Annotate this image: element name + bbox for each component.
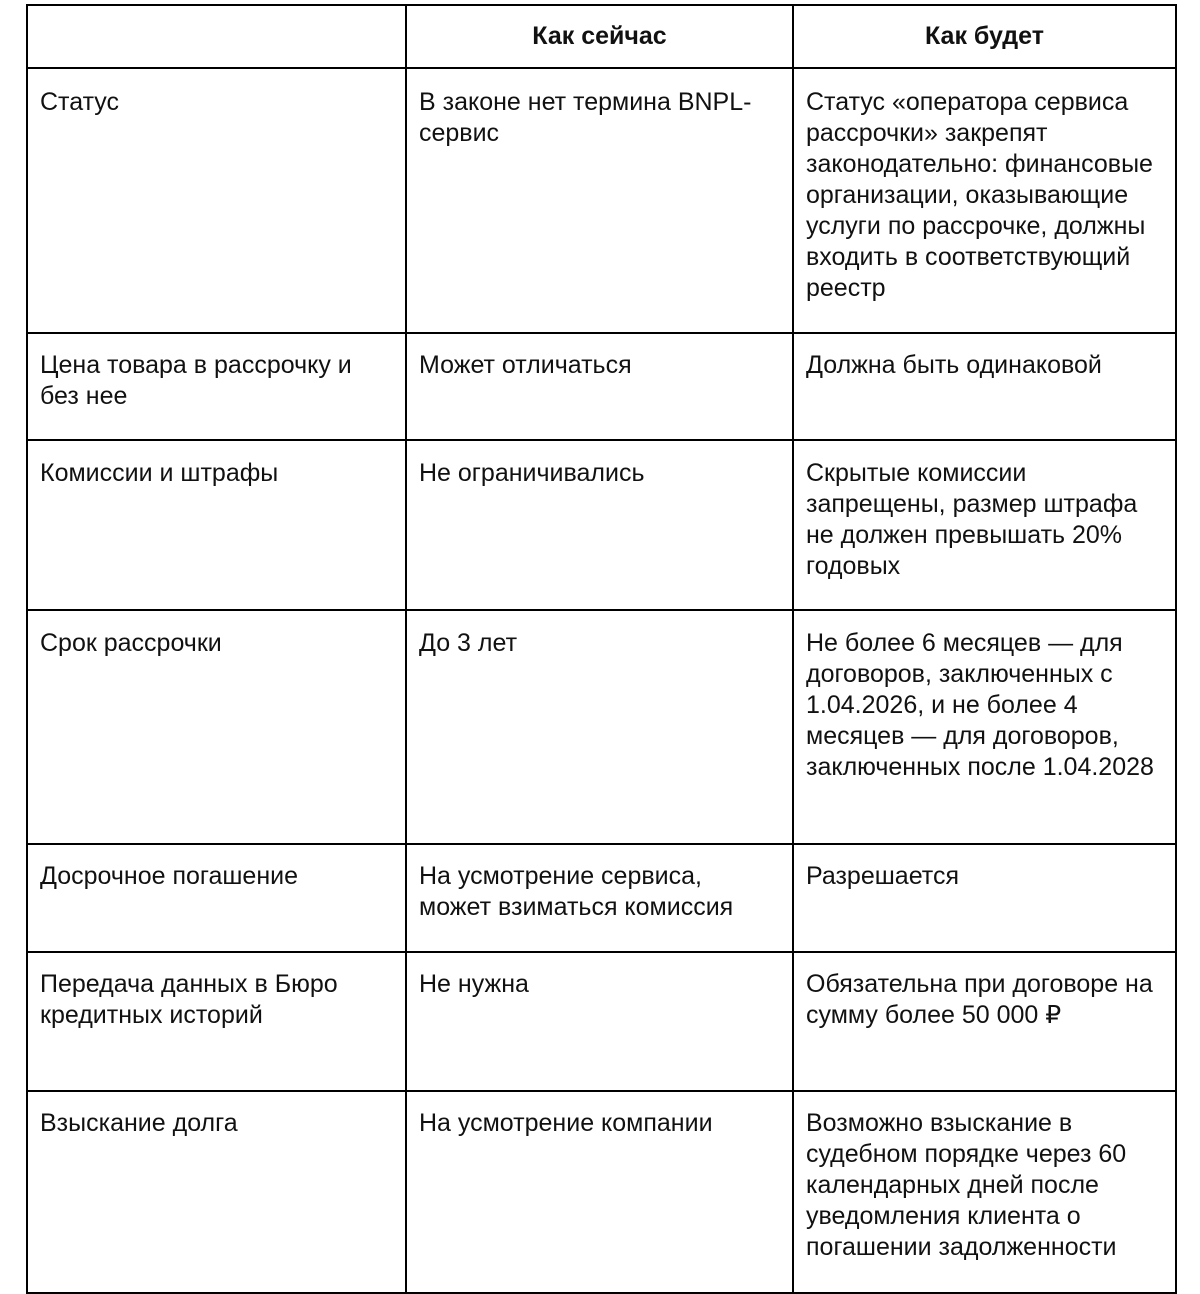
row-label: Комиссии и штрафы	[27, 440, 406, 610]
cell-now: На усмотрение сервиса, может взиматься комиссия	[406, 844, 793, 952]
cell-now: Не нужна	[406, 952, 793, 1091]
header-row	[27, 5, 1176, 68]
row-label: Взыскание долга	[27, 1091, 406, 1293]
cell-now: До 3 лет	[406, 610, 793, 844]
comparison-table	[26, 4, 1177, 1294]
table-row	[27, 333, 1176, 440]
cell-future: Не более 6 месяцев — для договоров, заключенных с 1.04.2026, и не более 4 месяцев — для договоров, заключенных после 1.04.2028	[793, 610, 1176, 844]
cell-now: Не ограничивались	[406, 440, 793, 610]
row-label: Статус	[27, 68, 406, 333]
cell-now: Может отличаться	[406, 333, 793, 440]
cell-future: Разрешается	[793, 844, 1176, 952]
cell-future: Статус «оператора сервиса рассрочки» закрепят законодательно: финансовые организации, оказывающие услуги по рассрочке, должны входить в соответствующий реестр	[793, 68, 1176, 333]
cell-now: На усмотрение компании	[406, 1091, 793, 1293]
row-label: Цена товара в рассрочку и без нее	[27, 333, 406, 440]
cell-future: Скрытые комиссии запрещены, размер штрафа не должен превышать 20% годовых	[793, 440, 1176, 610]
cell-future: Должна быть одинаковой	[793, 333, 1176, 440]
table-row	[27, 610, 1176, 844]
cell-now: В законе нет термина BNPL-сервис	[406, 68, 793, 333]
row-label: Досрочное погашение	[27, 844, 406, 952]
cell-future: Возможно взыскание в судебном порядке через 60 календарных дней после уведомления клиента о погашении задолженности	[793, 1091, 1176, 1293]
header-now: Как сейчас	[406, 5, 793, 68]
row-label: Передача данных в Бюро кредитных историй	[27, 952, 406, 1091]
table-row	[27, 952, 1176, 1091]
table-header	[27, 5, 1176, 68]
row-label: Срок рассрочки	[27, 610, 406, 844]
table-row	[27, 1091, 1176, 1293]
table-row	[27, 440, 1176, 610]
table-body	[27, 68, 1176, 1293]
table-row	[27, 68, 1176, 333]
header-empty-cell	[27, 5, 406, 68]
table-row	[27, 844, 1176, 952]
cell-future: Обязательна при договоре на сумму более 50 000 ₽	[793, 952, 1176, 1091]
header-future: Как будет	[793, 5, 1176, 68]
